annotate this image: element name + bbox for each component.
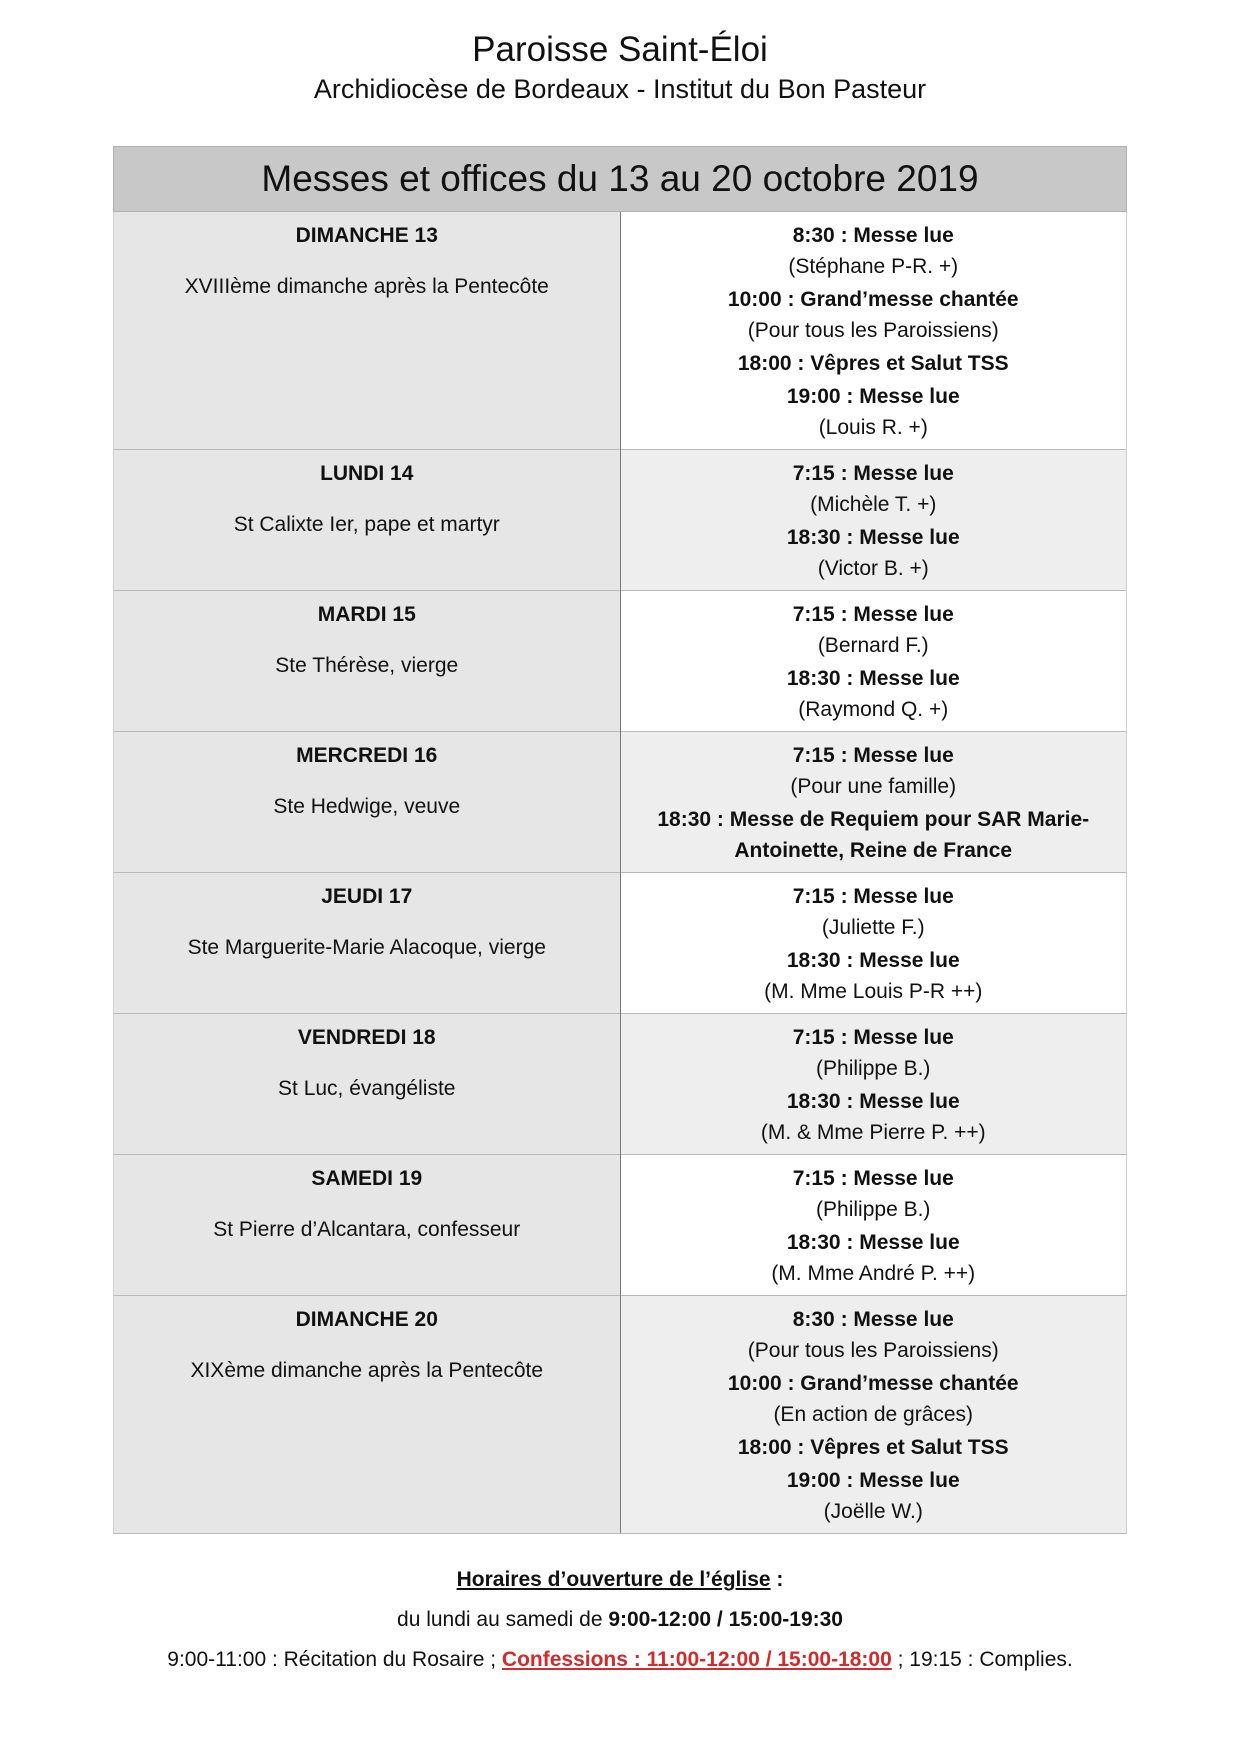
feast-name: Ste Thérèse, vierge <box>275 654 459 677</box>
mass-time: 10:00 : Grand’messe chantée <box>727 288 1019 311</box>
mass-intention: (M. Mme Louis P-R ++) <box>764 980 983 1003</box>
parish-name: Paroisse Saint-Éloi <box>472 30 768 69</box>
day-name: DIMANCHE 13 <box>295 224 438 247</box>
feast-name: Ste Hedwige, veuve <box>273 795 461 818</box>
schedule-row <box>114 591 1127 732</box>
day-cell <box>114 450 621 591</box>
mass-time: 18:30 : Messe lue <box>786 1231 960 1254</box>
feast-name: XVIIIème dimanche après la Pentecôte <box>184 275 549 298</box>
mass-time: 18:30 : Messe lue <box>786 1090 960 1113</box>
schedule-row <box>114 212 1127 450</box>
day-cell <box>114 873 621 1014</box>
mass-cell <box>620 1155 1127 1296</box>
mass-time: 7:15 : Messe lue <box>792 885 954 908</box>
feast-name: St Calixte Ier, pape et martyr <box>233 513 500 536</box>
mass-cell <box>620 732 1127 873</box>
mass-intention: (Bernard F.) <box>817 634 929 657</box>
mass-time: 18:30 : Messe lue <box>786 667 960 690</box>
mass-intention: (Louis R. +) <box>818 416 928 439</box>
mass-cell <box>620 1296 1127 1534</box>
mass-time: 7:15 : Messe lue <box>792 1167 954 1190</box>
day-cell <box>114 732 621 873</box>
day-name: VENDREDI 18 <box>297 1026 436 1049</box>
mass-intention: (En action de grâces) <box>773 1403 974 1426</box>
confessions-times: Confessions : 11:00-12:00 / 15:00-18:00 <box>501 1648 892 1671</box>
day-name: MERCREDI 16 <box>296 744 438 767</box>
schedule-title: Messes et offices du 13 au 20 octobre 2019 <box>114 147 1127 212</box>
mass-intention: (M. & Mme Pierre P. ++) <box>760 1121 986 1144</box>
schedule-row <box>114 1296 1127 1534</box>
mass-intention: (Philippe B.) <box>816 1057 931 1080</box>
feast-name: St Luc, évangéliste <box>278 1077 456 1100</box>
feast-name: St Pierre d’Alcantara, confesseur <box>213 1218 521 1241</box>
day-cell <box>114 1155 621 1296</box>
day-name: JEUDI 17 <box>321 885 413 908</box>
mass-time: 18:30 : Messe lue <box>786 526 960 549</box>
opening-hours-title-colon: : <box>770 1568 784 1591</box>
mass-time: 19:00 : Messe lue <box>786 385 960 408</box>
mass-time: 18:00 : Vêpres et Salut TSS <box>737 352 1009 375</box>
mass-schedule-table <box>113 146 1127 1534</box>
feast-name: Ste Marguerite-Marie Alacoque, vierge <box>187 936 546 959</box>
schedule-body <box>114 212 1127 1534</box>
compline-time: ; 19:15 : Complies. <box>891 1648 1073 1671</box>
mass-time: 7:15 : Messe lue <box>792 1026 954 1049</box>
mass-intention: (M. Mme André P. ++) <box>771 1262 976 1285</box>
feast-name: XIXème dimanche après la Pentecôte <box>190 1359 544 1382</box>
mass-cell <box>620 212 1127 450</box>
schedule-row <box>114 732 1127 873</box>
day-name: LUNDI 14 <box>320 462 414 485</box>
page-header <box>0 28 1240 106</box>
mass-time: 18:30 : Messe de Requiem pour SAR Marie-Antoinette, Reine de France <box>657 808 1090 862</box>
day-name: DIMANCHE 20 <box>295 1308 438 1331</box>
mass-intention: (Philippe B.) <box>816 1198 931 1221</box>
mass-cell <box>620 873 1127 1014</box>
mass-intention: (Juliette F.) <box>821 916 925 939</box>
mass-intention: (Pour une famille) <box>790 775 957 798</box>
mass-cell <box>620 1014 1127 1155</box>
mass-intention: (Victor B. +) <box>817 557 929 580</box>
diocese-subtitle: Archidiocèse de Bordeaux - Institut du Bon Pasteur <box>313 74 927 104</box>
mass-intention: (Joëlle W.) <box>823 1500 923 1523</box>
opening-hours-prefix: du lundi au samedi de <box>397 1608 609 1631</box>
schedule-row <box>114 450 1127 591</box>
mass-time: 7:15 : Messe lue <box>792 744 954 767</box>
mass-time: 19:00 : Messe lue <box>786 1469 960 1492</box>
mass-time: 18:30 : Messe lue <box>786 949 960 972</box>
opening-hours-title: Horaires d’ouverture de l’église <box>456 1568 771 1591</box>
day-cell <box>114 591 621 732</box>
mass-time: 18:00 : Vêpres et Salut TSS <box>737 1436 1009 1459</box>
mass-intention: (Stéphane P-R. +) <box>788 255 959 278</box>
opening-hours-times: 9:00-12:00 / 15:00-19:30 <box>608 1608 843 1631</box>
day-cell <box>114 1296 621 1534</box>
mass-time: 8:30 : Messe lue <box>792 1308 954 1331</box>
mass-cell <box>620 450 1127 591</box>
mass-intention: (Pour tous les Paroissiens) <box>747 1339 999 1362</box>
day-cell <box>114 1014 621 1155</box>
mass-time: 10:00 : Grand’messe chantée <box>727 1372 1019 1395</box>
mass-time: 7:15 : Messe lue <box>792 462 954 485</box>
rosary-time: 9:00-11:00 : Récitation du Rosaire ; <box>167 1648 502 1671</box>
mass-time: 8:30 : Messe lue <box>792 224 954 247</box>
day-name: SAMEDI 19 <box>311 1167 423 1190</box>
schedule-row <box>114 1155 1127 1296</box>
mass-intention: (Michèle T. +) <box>810 493 937 516</box>
day-cell <box>114 212 621 450</box>
mass-time: 7:15 : Messe lue <box>792 603 954 626</box>
mass-intention: (Raymond Q. +) <box>798 698 949 721</box>
schedule-row <box>114 1014 1127 1155</box>
mass-cell <box>620 591 1127 732</box>
schedule-row <box>114 873 1127 1014</box>
mass-intention: (Pour tous les Paroissiens) <box>747 319 999 342</box>
church-opening-hours <box>0 1560 1240 1680</box>
day-name: MARDI 15 <box>317 603 416 626</box>
